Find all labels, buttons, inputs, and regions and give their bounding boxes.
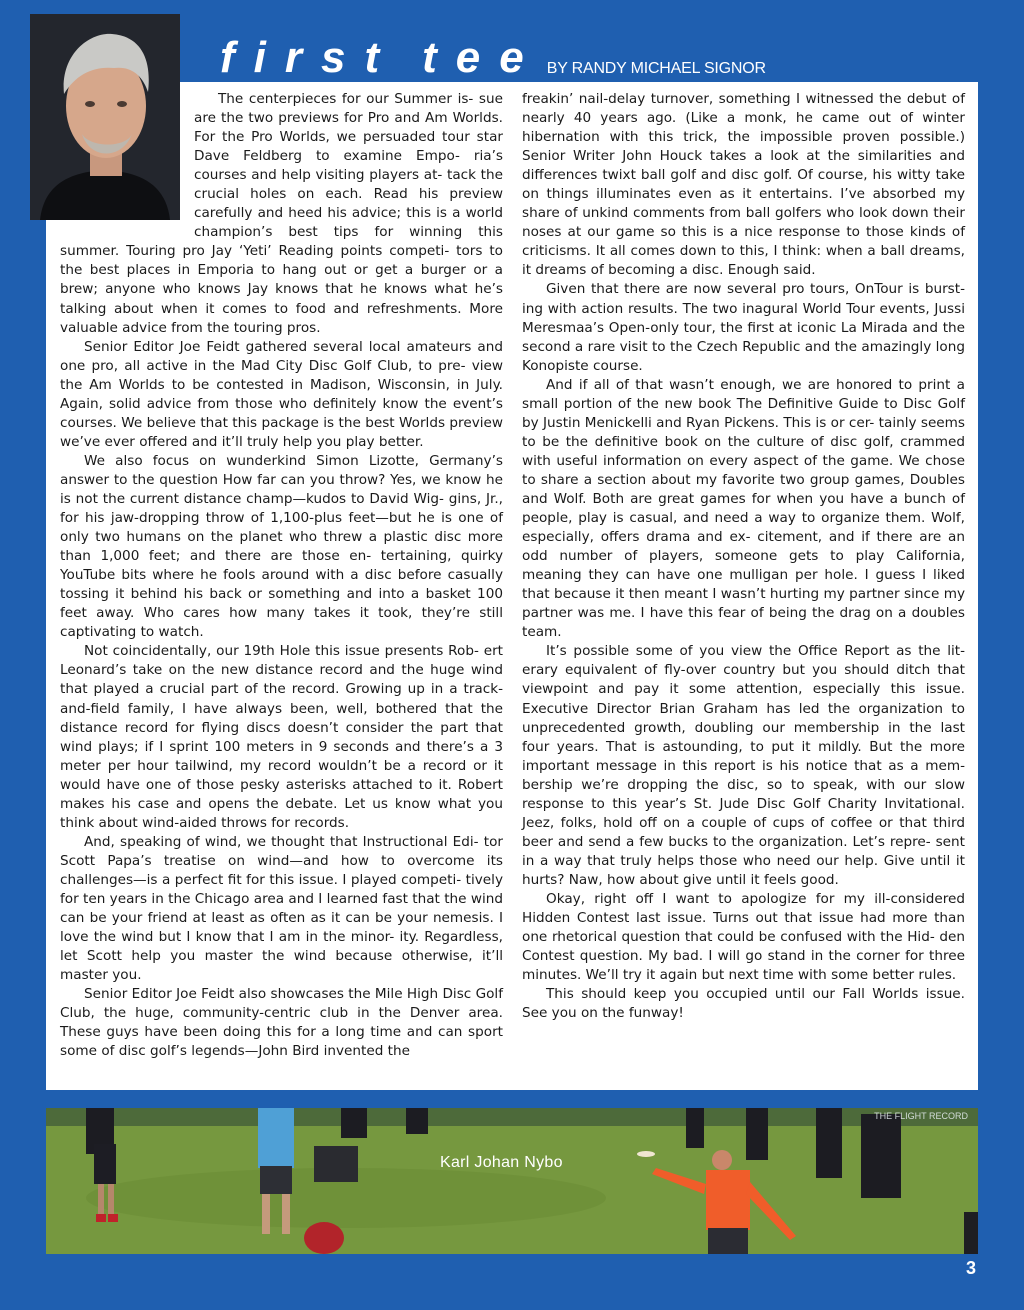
photo-caption: Karl Johan Nybo: [440, 1154, 563, 1171]
paragraph: The centerpieces for our Summer is- sue are the two previews for Pro and Am Worlds. For the Pro Worlds, we persuaded tour star Dave Feldberg to examine Empo- ria’s courses and help visiting players at- tack the crucial holes on each. Read his preview carefully and heed his advice; this is a world champion’s best tips for winning this summer. Touring pro Jay ‘Yeti’ Reading points competi- tors to the best places in Emporia to hang out or get a burger or a brew; anyone who knows Jay knows that he knows what he’s talking about when it comes to food and refreshments. More valuable advice from the touring pros.: [60, 91, 503, 336]
right-column: [522, 90, 965, 1023]
author-portrait: [30, 14, 180, 220]
page-number: 3: [965, 1258, 976, 1278]
column-title-first: first: [220, 33, 399, 82]
disc-golf-photo: [46, 1108, 978, 1254]
author-portrait-illustration: [30, 14, 180, 220]
paragraph: Senior Editor Joe Feidt gathered several local amateurs and one pro, all active in the Mad City Disc Golf Club, to pre- view the Am Worlds to be contested in Madison, Wisconsin, in July. Again, solid advice from those who definitely know the event’s courses. We believe that this package is the best Worlds preview we’ve ever offered and it’ll truly help you play better.: [60, 338, 503, 450]
paragraph: And, speaking of wind, we thought that Instructional Edi- tor Scott Papa’s treatise on wind—and how to overcome its challenges—is a perfect fit for this issue. I played competi- tively for ten years in the Chicago area and I learned fast that the wind can be your friend at least as often as it can be your nemesis. I love the wind but I know that I am in the minor- ity. Regardless, let Scott help you master the wind because otherwise, it’ll master you.: [60, 833, 503, 984]
article-body-panel: [46, 82, 978, 1090]
byline: BY RANDY MICHAEL SIGNOR: [546, 60, 766, 77]
photo-credit: THE FLIGHT RECORD: [874, 1111, 968, 1121]
paragraph: It’s possible some of you view the Office Report as the lit- erary equivalent of fly-over country but you should ditch that viewpoint and pay it some attention, especially this issue. Executive Director Brian Graham has led the organization to unprecedented growth, doubling our membership in the last four years. That is astounding, to put it mildly. But the more important message in this report is his notice that as a mem- bership we’re dropping the disc, so to speak, with our slow response to this year’s St. Jude Disc Golf Charity Invitational. Jeez, folks, hold off on a couple of cups of coffee or that third beer and send a few bucks to the organization. Let’s repre- sent in a way that truly helps those who need our help. Give until it hurts? Naw, how about give until it feels good.: [522, 643, 965, 888]
paragraph: Okay, right off I want to apologize for my ill-considered Hidden Contest last issue. Turns out that issue had more than one rhetorical question that could be confused with the Hid- den Contest question. My bad. I will go stand in the corner for three minutes. We’ll try it again but next time with some better rules.: [522, 890, 965, 984]
paragraph: We also focus on wunderkind Simon Lizotte, Germany’s answer to the question How far can you throw? Yes, we know he is not the current distance champ—kudos to David Wig- gins, Jr., for his jaw-dropping throw of 1,100-plus feet—but he is one of only two humans on the planet who threw a plastic disc more than 1,000 feet; and there are those en- tertaining, quirky YouTube bits where he fools around with a disc before casually tossing it behind his back or something and into a basket 100 feet away. Who cares how many takes it took, they’re still captivating to watch.: [60, 452, 503, 641]
article-header: [220, 30, 766, 82]
paragraph: This should keep you occupied until our Fall Worlds issue. See you on the funway!: [522, 986, 965, 1022]
photo-illustration: [46, 1108, 978, 1254]
paragraph: Given that there are now several pro tours, OnTour is burst- ing with action results. The two inagural World Tour events, Jussi Meresmaa’s Open-only tour, the first at iconic La Mirada and the second a rare visit to the Czech Republic and the amazingly long Konopiste course.: [522, 281, 965, 374]
paragraph: Senior Editor Joe Feidt also showcases the Mile High Disc Golf Club, the huge, community-centric club in the Denver area. These guys have been doing this for a long time and can sport some of disc golf’s legends—John Bird invented the: [60, 986, 503, 1060]
paragraph: And if all of that wasn’t enough, we are honored to print a small portion of the new book The Definitive Guide to Disc Golf by Justin Menickelli and Ryan Pickens. This is or cer- tainly seems to be the definitive book on the culture of disc golf, crammed with useful information on every aspect of the game. We chose to share a section about my favorite two group games, Doubles and Wolf. Both are great games for when you have a bunch of people, play is casual, and need a way to organize them. Wolf, especially, offers drama and ex- citement, and if there are an odd number of players, someone gets to play California, meaning they can have one mulligan per hole. I guess I liked that because it then meant I wasn’t hurting my partner since my partner was me. I have this fear of being the drag on a doubles team.: [522, 376, 965, 641]
column-title-tee: tee: [422, 33, 543, 82]
left-column: [60, 90, 503, 1061]
paragraph: freakin’ nail-delay turnover, something I witnessed the debut of nearly 40 years ago. (Like a monk, he came out of winter hibernation with this trick, the impossible proven possible.) Senior Writer John Houck takes a look at the similarities and differences twixt ball golf and disc golf. Of course, his witty take on things illuminates even as it entertains. I’ve absorbed my share of unkind comments from ball golfers who look down their noses at our game so this is a nice response to those kinds of criticisms. It all comes down to this, I think: when a ball dreams, it dreams of becoming a disc. Enough said.: [522, 91, 965, 279]
paragraph: Not coincidentally, our 19th Hole this issue presents Rob- ert Leonard’s take on the new distance record and the huge wind that played a crucial part of the record. Growing up in a track-and-field family, I have always been, well, bothered that the distance record for flying discs doesn’t consider the part that wind plays; if I sprint 100 meters in 9 seconds and there’s a 3 meter per hour tailwind, my record wouldn’t be a record or it would have one of those pesky asterisks attached to it. Robert makes his case and opens the debate. Let us know what you think about wind-aided throws for records.: [60, 643, 503, 831]
